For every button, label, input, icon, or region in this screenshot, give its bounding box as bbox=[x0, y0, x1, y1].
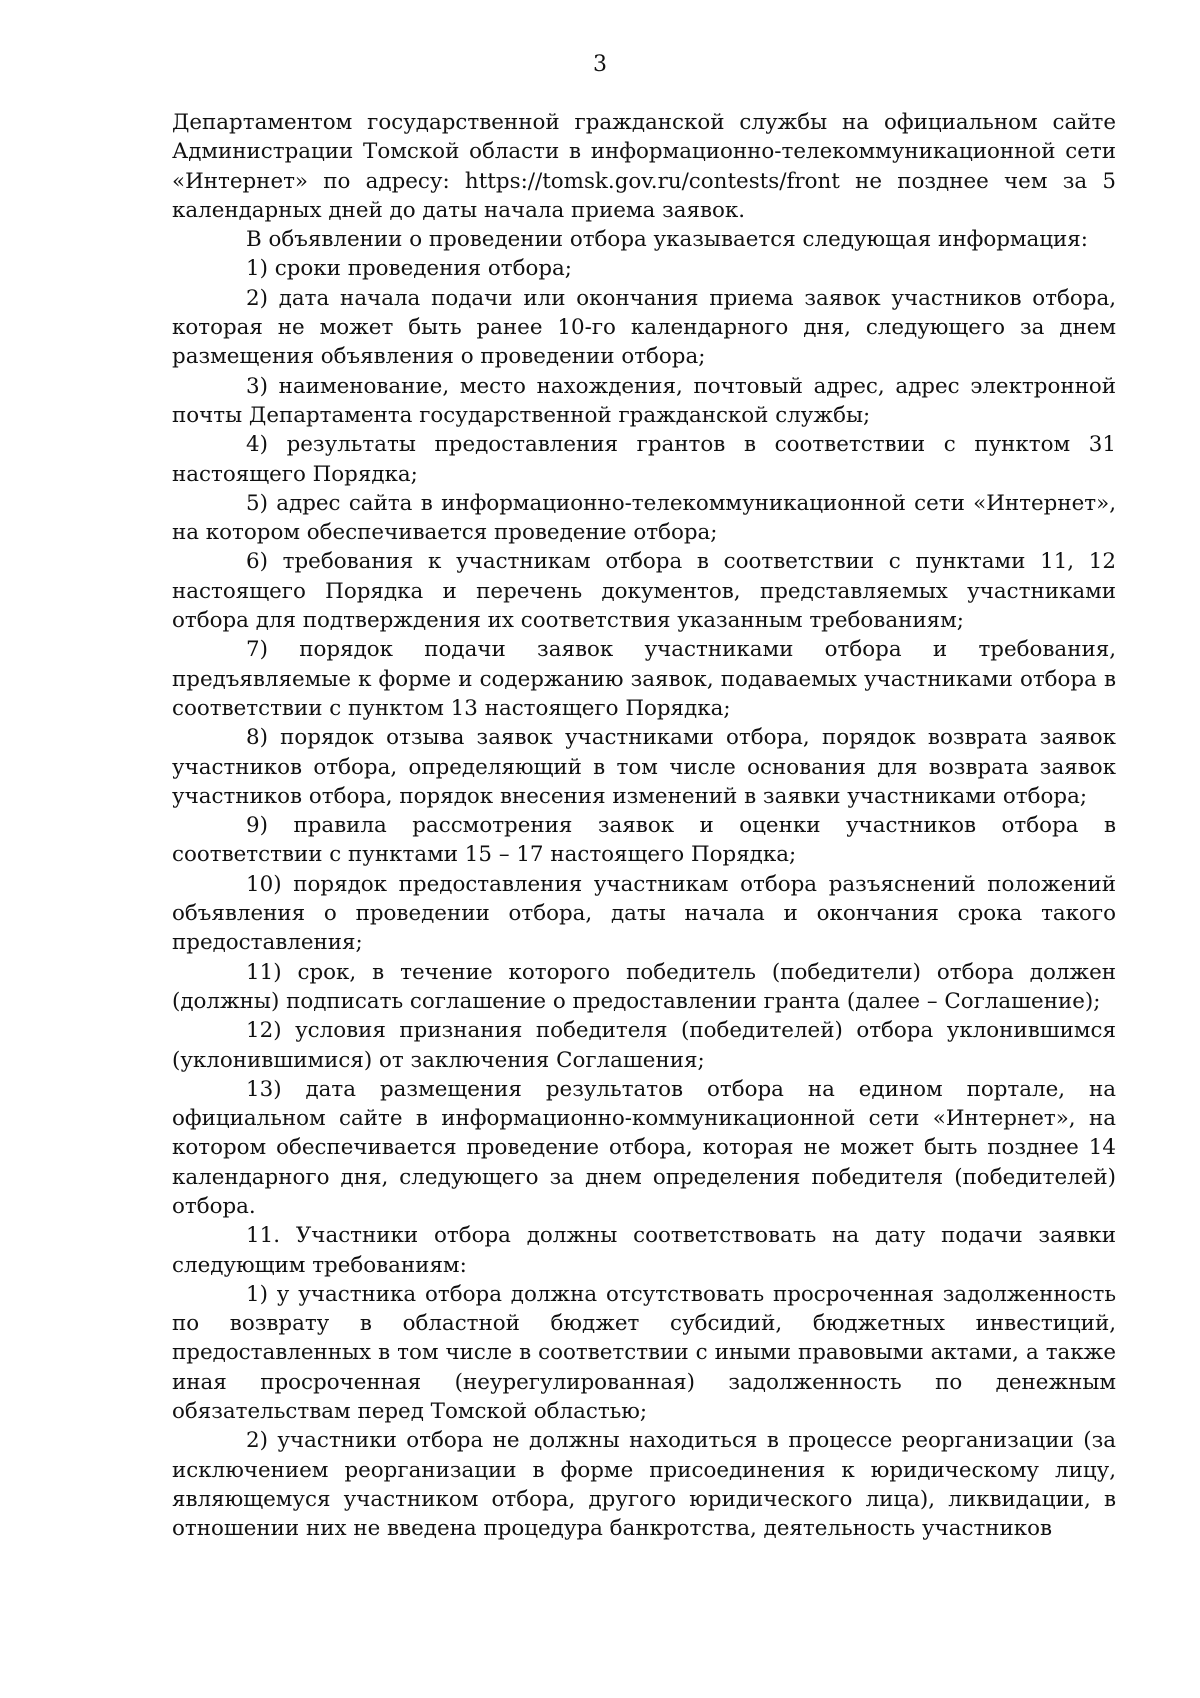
section-11-heading-paragraph: 11. Участники отбора должны соответствовать на дату подачи заявки следующим требованиям: bbox=[172, 1223, 1116, 1278]
list-item-6: 6) требования к участникам отбора в соответствии с пунктами 11, 12 настоящего Порядка и перечень документов, представляемых участниками отбора для подтверждения их соответствия указанным требованиям; bbox=[172, 549, 1116, 634]
page-number: 3 bbox=[593, 52, 607, 77]
list-item-7: 7) порядок подачи заявок участниками отбора и требования, предъявляемые к форме и содержанию заявок, подаваемых участниками отбора в соответствии с пунктом 13 настоящего Порядка; bbox=[172, 637, 1116, 721]
paragraph-continuation: Департаментом государственной гражданской службы на официальном сайте Администрации Томской области в информационно-телекоммуникационной сети «Интернет» по адресу: https://tomsk.gov.ru/contests/front не позднее чем за 5 календарных дней до даты начала приема заявок. bbox=[172, 110, 1116, 223]
list-item-8: 8) порядок отзыва заявок участниками отбора, порядок возврата заявок участников отбора, определяющий в том числе основания для возврата заявок участников отбора, порядок внесения изменений в заявки участниками отбора; bbox=[172, 725, 1116, 809]
requirement-item-2: 2) участники отбора не должны находиться в процессе реорганизации (за исключением реорганизации в форме присоединения к юридическому лицу, являющемуся участником отбора, другого юридического лица), ликвидации, в отношении них не введена процедура банкротства, деятельность участников bbox=[172, 1428, 1116, 1542]
list-item-10: 10) порядок предоставления участникам отбора разъяснений положений объявления о проведении отбора, даты начала и окончания срока такого предоставления; bbox=[172, 871, 1116, 956]
list-item-4: 4) результаты предоставления грантов в соответствии с пунктом 31 настоящего Порядка; bbox=[172, 432, 1116, 487]
list-item-3: 3) наименование, место нахождения, почтовый адрес, адрес электронной почты Департамента государственной гражданской службы; bbox=[172, 373, 1116, 428]
paragraph-announcement-intro: В объявлении о проведении отбора указывается следующая информация: bbox=[246, 227, 1088, 253]
document-body bbox=[172, 108, 1116, 1544]
requirement-item-1: 1) у участника отбора должна отсутствовать просроченная задолженность по возврату в областной бюджет субсидий, бюджетных инвестиций, предоставленных в том числе в соответствии с иными правовыми актами, а также иная просроченная (неурегулированная) задолженность по денежным обязательствам перед Томской областью; bbox=[172, 1281, 1116, 1425]
list-item-5: 5) адрес сайта в информационно-телекоммуникационной сети «Интернет», на котором обеспечивается проведение отбора; bbox=[172, 490, 1116, 546]
list-item-13: 13) дата размещения результатов отбора на едином портале, на официальном сайте в информационно-коммуникационной сети «Интернет», на котором обеспечивается проведение отбора, которая не может быть позднее 14 календарного дня, следующего за днем определения победителя (победителей) отбора. bbox=[172, 1076, 1116, 1219]
list-item-2: 2) дата начала подачи или окончания приема заявок участников отбора, которая не может быть ранее 10-го календарного дня, следующего за днем размещения объявления о проведении отбора; bbox=[172, 285, 1116, 370]
list-item-1: 1) сроки проведения отбора; bbox=[246, 256, 573, 282]
list-item-9: 9) правила рассмотрения заявок и оценки участников отбора в соответствии с пунктами 15 – 17 настоящего Порядка; bbox=[172, 813, 1116, 868]
list-item-11: 11) срок, в течение которого победитель (победители) отбора должен (должны) подписать соглашение о предоставлении гранта (далее – Соглашение); bbox=[172, 959, 1116, 1014]
list-item-12: 12) условия признания победителя (победителей) отбора уклонившимся (уклонившимися) от заключения Соглашения; bbox=[172, 1018, 1116, 1073]
